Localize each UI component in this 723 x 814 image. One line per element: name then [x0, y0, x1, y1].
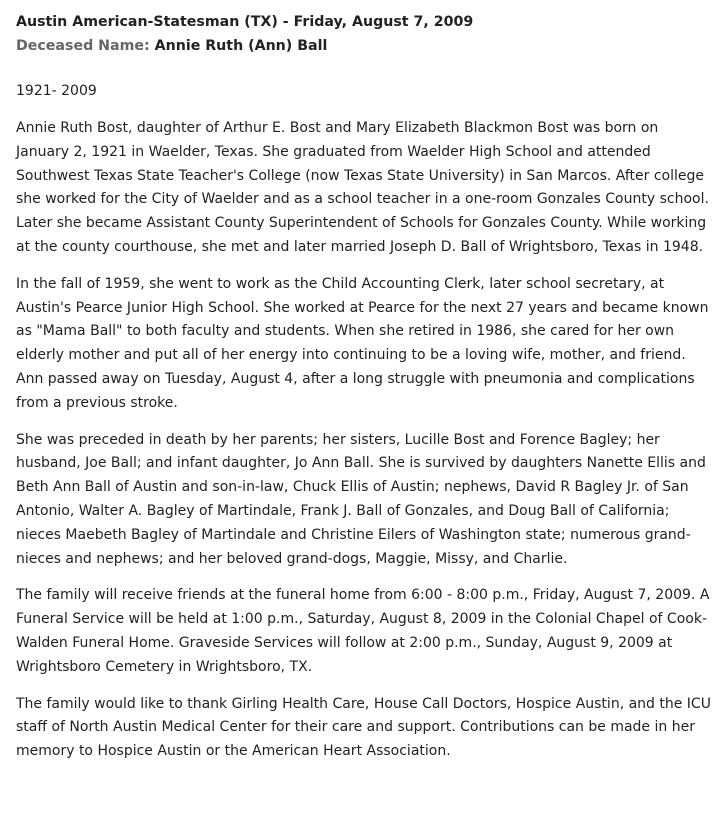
deceased-name-line — [16, 34, 713, 58]
obituary-paragraph-family: She was preceded in death by her parents; her sisters, Lucille Bost and Forence Bagley; her husband, Joe Ball; and infant daughter, Jo Ann Ball. She is survived by daughters Nanette Ellis and Beth Ann Ball of Austin and son-in-law, Chuck Ellis of Austin; nephews, David R Bagley Jr. of San Antonio, Walter A. Bagley of Martindale, Frank J. Ball of Gonzales, and Doug Ball of California; nieces Maebeth Bagley of Martindale and Christine Eilers of Washington state; numerous grand-nieces and nephews; and her beloved grand-dogs, Maggie, Missy, and Charlie. — [16, 431, 706, 567]
deceased-name: Annie Ruth (Ann) Ball — [154, 38, 328, 54]
deceased-name-label: Deceased Name: — [16, 38, 150, 54]
life-years: 1921- 2009 — [16, 83, 97, 99]
obituary-paragraph-biography: Annie Ruth Bost, daughter of Arthur E. Bost and Mary Elizabeth Blackmon Bost was born on January 2, 1921 in Waelder, Texas. She graduated from Waelder High School and attended Southwest Texas State Teacher's College (now Texas State University) in San Marcos. After college she worked for the City of Waelder and as a school teacher in a one-room Gonzales County school. Later she became Assistant County Superintendent of Schools for Gonzales County. While working at the county courthouse, she met and later married Joseph D. Ball of Wrightsboro, Texas in 1948. — [16, 120, 709, 255]
obituary-paragraph-career: In the fall of 1959, she went to work as the Child Accounting Clerk, later school secretary, at Austin's Pearce Junior High School. She worked at Pearce for the next 27 years and became known as "Mama Ball" to both faculty and students. When she retired in 1986, she cared for her own elderly mother and put all of her energy into continuing to be a loving wife, mother, and friend. Ann passed away on Tuesday, August 4, after a long struggle with pneumonia and complications from a previous stroke. — [16, 275, 709, 411]
obituary-paragraph-services: The family will receive friends at the funeral home from 6:00 - 8:00 p.m., Friday, August 7, 2009. A Funeral Service will be held at 1:00 p.m., Saturday, August 8, 2009 in the Colonial Chapel of Cook-Walden Funeral Home. Graveside Services will follow at 2:00 p.m., Sunday, August 9, 2009 at Wrightsboro Cemetery in Wrightsboro, TX. — [16, 587, 710, 675]
source-line: Austin American-Statesman (TX) - Friday, August 7, 2009 — [16, 14, 474, 30]
obituary-paragraph-thanks: The family would like to thank Girling Health Care, House Call Doctors, Hospice Austin, and the ICU staff of North Austin Medical Center for their care and support. Contributions can be made in her memory to Hospice Austin or the American Heart Association. — [16, 695, 711, 760]
